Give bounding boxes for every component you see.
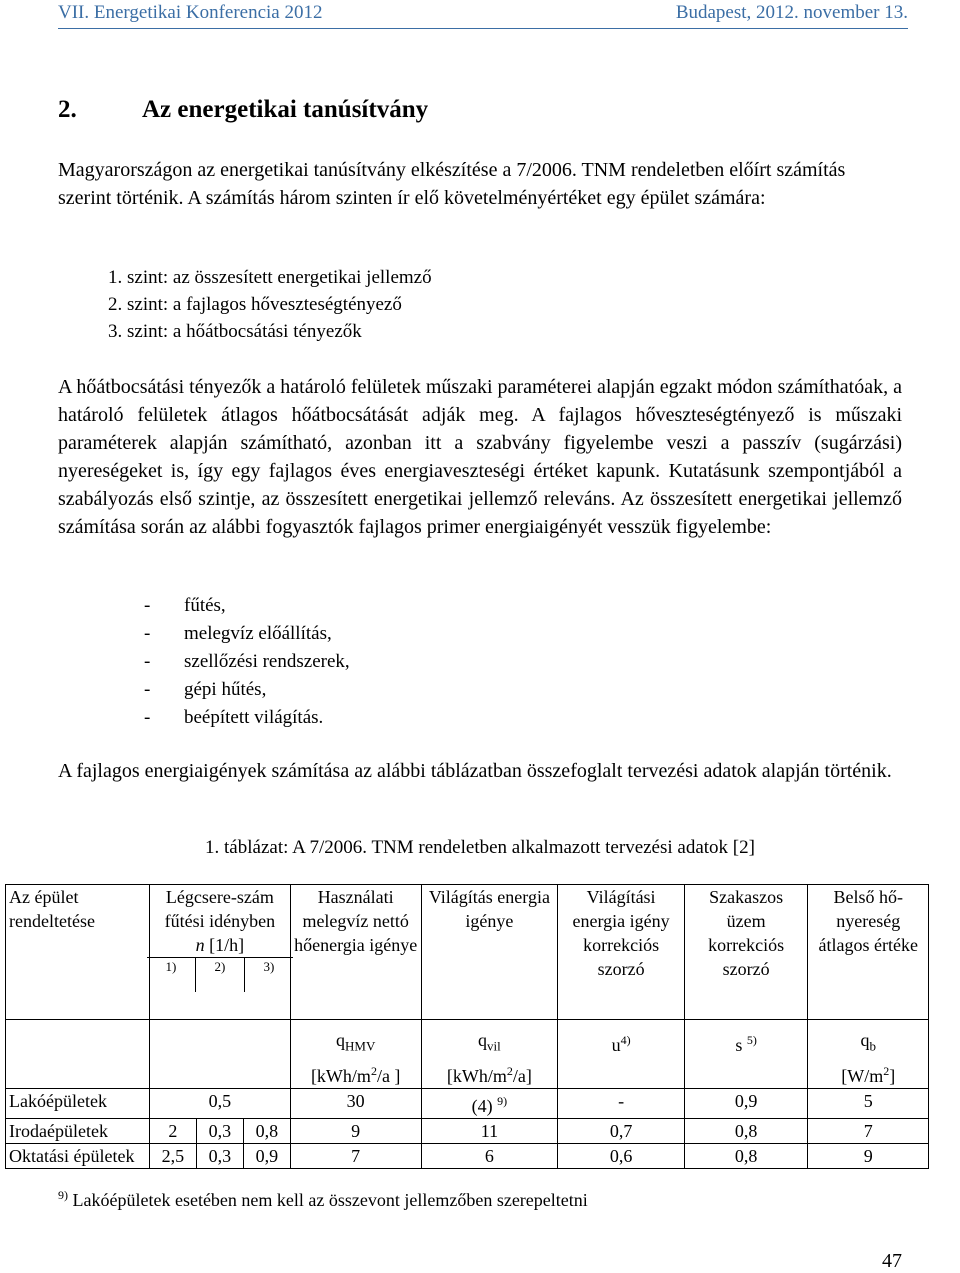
running-header-left: VII. Energetikai Konferencia 2012 <box>58 2 323 23</box>
section-number: 2. <box>58 96 77 123</box>
consumer-item: - gépi hűtés, <box>144 679 267 700</box>
table-footnote <box>58 1188 588 1211</box>
footnote-text: Lakóépületek esetében nem kell az összevont jellemzőben szerepeltetni <box>72 1190 588 1210</box>
cell-s: 0,9 <box>684 1089 808 1119</box>
header-purpose: Az épület rendeltetése <box>6 885 150 1020</box>
header-lighting-correction: Világítási energia igény korrekciós szorzó <box>558 885 685 1020</box>
running-header-right: Budapest, 2012. november 13. <box>675 2 908 23</box>
consumer-item: - szellőzési rendszerek, <box>144 651 350 672</box>
row-name: Irodaépületek <box>6 1119 150 1144</box>
row-name: Lakóépületek <box>6 1089 150 1119</box>
row-name: Oktatási épületek <box>6 1144 150 1169</box>
cell-lighting: 11 <box>421 1119 558 1144</box>
unit-qb: $q_b$ $[W/m^2]$ <box>808 1020 929 1089</box>
cell-air-change-3: 0,8 <box>243 1119 290 1144</box>
cell-air-change: 0,5 <box>149 1089 290 1119</box>
table-row <box>6 1119 929 1144</box>
cell-lighting: 6 <box>421 1144 558 1169</box>
footnote-mark: 9) <box>58 1188 68 1202</box>
page-number: 47 <box>882 1250 902 1272</box>
cell-air-change-1: 2,5 <box>149 1144 196 1169</box>
level-list <box>108 264 432 345</box>
level-item: 2. szint: a fajlagos hőveszteségtényező <box>108 294 402 315</box>
header-intermittent: Szakaszos üzem korrekciós szorzó <box>684 885 808 1020</box>
header-lighting: Világítás energia igénye <box>421 885 558 1020</box>
unit-u: $u^{4)}$ <box>558 1020 685 1089</box>
cell-air-change-2: 0,3 <box>196 1144 243 1169</box>
air-change-subheaders: 1) 2) 3) <box>147 957 293 992</box>
table-unit-row <box>6 1020 929 1089</box>
intro-paragraph: Magyarországon az energetikai tanúsítvány elkészítése a 7/2006. TNM rendeletben előírt számítás szerint történik. A számítás három szinten ír elő követelményértéket egy épület számára: <box>58 159 846 209</box>
cell-dhw: 30 <box>290 1089 421 1119</box>
header-dhw: Használati melegvíz nettó hőenergia igénye <box>290 885 421 1020</box>
cell-s: 0,8 <box>684 1119 808 1144</box>
cell-s: 0,8 <box>684 1144 808 1169</box>
cell-u: 0,6 <box>558 1144 685 1169</box>
consumer-list <box>144 592 350 732</box>
table-intro-paragraph: A fajlagos energiaigények számítása az alábbi táblázatban összefoglalt tervezési adatok alapján történik. <box>58 760 892 782</box>
unit-lighting: $q_{vil}$ $[kWh/m^2/a]$ <box>421 1020 558 1089</box>
consumer-item: - melegvíz előállítás, <box>144 623 332 644</box>
cell-dhw: 9 <box>290 1119 421 1144</box>
cell-qb: 7 <box>808 1119 929 1144</box>
unit-dhw: $q_{HMV}$ [$kWh/m^2/a$ ] <box>290 1020 421 1089</box>
cell-dhw: 7 <box>290 1144 421 1169</box>
table-row <box>6 1089 929 1119</box>
header-rule <box>58 28 908 29</box>
level-item: 3. szint: a hőátbocsátási tényezők <box>108 321 362 342</box>
cell-air-change-2: 0,3 <box>196 1119 243 1144</box>
design-data-table <box>5 884 929 1169</box>
unit-s: s $^{5)}$ <box>684 1020 808 1089</box>
consumer-item: - fűtés, <box>144 595 226 616</box>
header-air-change: Légcsere-szám fűtési idényben n [1/h] 1) 2) 3) <box>149 885 290 1020</box>
cell-u: - <box>558 1089 685 1119</box>
table-row <box>6 1144 929 1169</box>
header-internal-gain: Belső hő-nyereség átlagos értéke <box>808 885 929 1020</box>
section-title: Az energetikai tanúsítvány <box>142 96 429 123</box>
cell-air-change-1: 2 <box>149 1119 196 1144</box>
cell-lighting: (4) $^{9)}$ <box>421 1089 558 1119</box>
level-item: 1. szint: az összesített energetikai jellemző <box>108 267 432 288</box>
table-caption: 1. táblázat: A 7/2006. TNM rendeletben alkalmazott tervezési adatok [2] <box>205 837 755 858</box>
cell-qb: 5 <box>808 1089 929 1119</box>
cell-u: 0,7 <box>558 1119 685 1144</box>
body-paragraph: A hőátbocsátási tényezők a határoló felületek műszaki paraméterei alapján egzakt módon számíthatóak, a határoló felületek átlagos hőátbocsátását adják meg. A fajlagos hőveszteségtényező is műszaki paraméterek alapján számítható, azonban itt a szabvány figyelembe veszi a passzív (sugárzási) nyereségeket is, így egy fajlagos éves energiaveszteségi értéket kapunk. Kutatásunk szempontjából a szabályozás első szintje, az összesített energetikai jellemző releváns. Az összesített energetikai jellemző számítása során az alábbi fogyasztók fajlagos primer energiaigényét vesszük figyelembe: <box>58 376 902 538</box>
cell-air-change-3: 0,9 <box>243 1144 290 1169</box>
cell-qb: 9 <box>808 1144 929 1169</box>
table-header-row <box>6 885 929 1020</box>
section-heading <box>58 96 428 124</box>
consumer-item: - beépített világítás. <box>144 707 324 728</box>
